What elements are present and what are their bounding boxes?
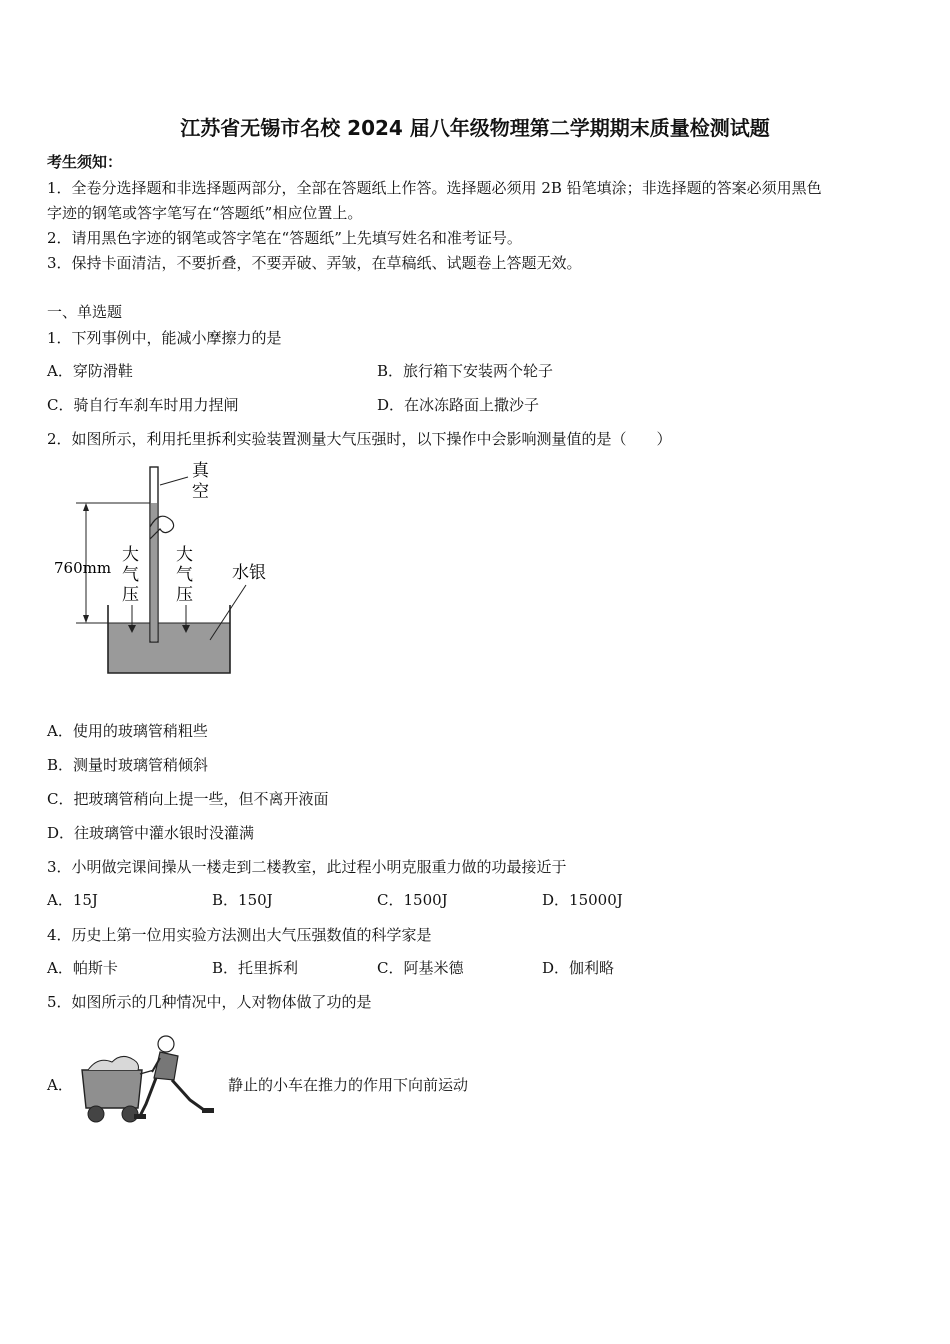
q2-option-d: D．往玻璃管中灌水银时没灌满 [47,824,255,842]
q2-stem: 2．如图所示，利用托里拆利实验装置测量大气压强时，以下操作中会影响测量值的是（ ） [47,430,672,448]
q5-stem: 5．如图所示的几种情况中，人对物体做了功的是 [47,993,372,1011]
person-shoe-back [134,1114,146,1119]
notice-heading: 考生须知： [47,153,123,171]
vacuum-label-2: 空 [192,482,209,502]
atm-right-1: 大 [176,545,193,565]
q4-option-a: A．帕斯卡 [47,959,118,977]
atm-right-3: 压 [176,585,193,605]
person-leg-front [172,1080,204,1110]
notice-item-2: 2．请用黑色字迹的钢笔或答字笔在“答题纸”上先填写姓名和准考证号。 [47,229,522,247]
q3-option-d: D．15000J [542,891,623,909]
pushing-cart-illustration [74,1030,224,1130]
q2-option-c: C．把玻璃管稍向上提一些，但不离开液面 [47,790,329,808]
q3-option-b: B．150J [212,891,273,909]
notice-item-3: 3．保持卡面清洁，不要折叠，不要弄破、弄皱，在草稿纸、试题卷上答题无效。 [47,254,582,272]
person-shoe-front [202,1108,214,1113]
q3-option-c: C．1500J [377,891,448,909]
height-label: 760mm [54,559,112,577]
q2-option-b: B．测量时玻璃管稍倾斜 [47,756,209,774]
cart-load [88,1056,139,1070]
mercury-dish-liquid [108,623,230,673]
height-arrow-top-head [83,503,89,511]
q1-stem: 1．下列事例中，能减小摩擦力的是 [47,329,282,347]
q3-option-a: A．15J [47,891,98,909]
atm-left-3: 压 [122,585,139,605]
q4-option-b: B．托里拆利 [212,959,299,977]
q4-option-c: C．阿基米德 [377,959,464,977]
q4-stem: 4．历史上第一位用实验方法测出大气压强数值的科学家是 [47,926,432,944]
q2-option-a: A．使用的玻璃管稍粗些 [47,722,208,740]
height-arrow-bottom-head [83,615,89,623]
q5-option-a-label: A． [47,1076,73,1094]
q3-stem: 3．小明做完课间操从一楼走到二楼教室，此过程小明克服重力做的功最接近于 [47,858,567,876]
q1-option-d: D．在冰冻路面上撒沙子 [377,396,540,414]
vacuum-label-1: 真 [192,461,209,481]
vacuum-pointer [160,477,188,485]
q1-option-b: B．旅行箱下安装两个轮子 [377,362,554,380]
page-title: 江苏省无锡市名校 2024 届八年级物理第二学期期末质量检测试题 [180,116,770,140]
mercury-label: 水银 [232,563,266,583]
section-heading: 一、单选题 [47,303,123,321]
person-leg-back [140,1078,156,1116]
q4-option-d: D．伽利略 [542,959,615,977]
q5-option-a-text: 静止的小车在推力的作用下向前运动 [228,1076,469,1094]
atm-left-1: 大 [122,545,139,565]
cart-wheel-left [88,1106,104,1122]
person-shirt [154,1052,178,1080]
q1-option-c: C．骑自行车刹车时用力捏闸 [47,396,239,414]
cart-body [82,1070,142,1108]
q1-option-a: A．穿防滑鞋 [47,362,133,380]
torricelli-diagram [50,455,290,680]
atm-right-2: 气 [176,565,193,585]
atm-left-2: 气 [122,565,139,585]
notice-item-1-line-2: 字迹的钢笔或答字笔写在“答题纸”相应位置上。 [47,204,363,222]
notice-item-1-line-1: 1．全卷分选择题和非选择题两部分，全部在答题纸上作答。选择题必须用 2B 铅笔填涂；非选择题的答案必须用黑色 [47,179,822,197]
person-head [158,1036,174,1052]
